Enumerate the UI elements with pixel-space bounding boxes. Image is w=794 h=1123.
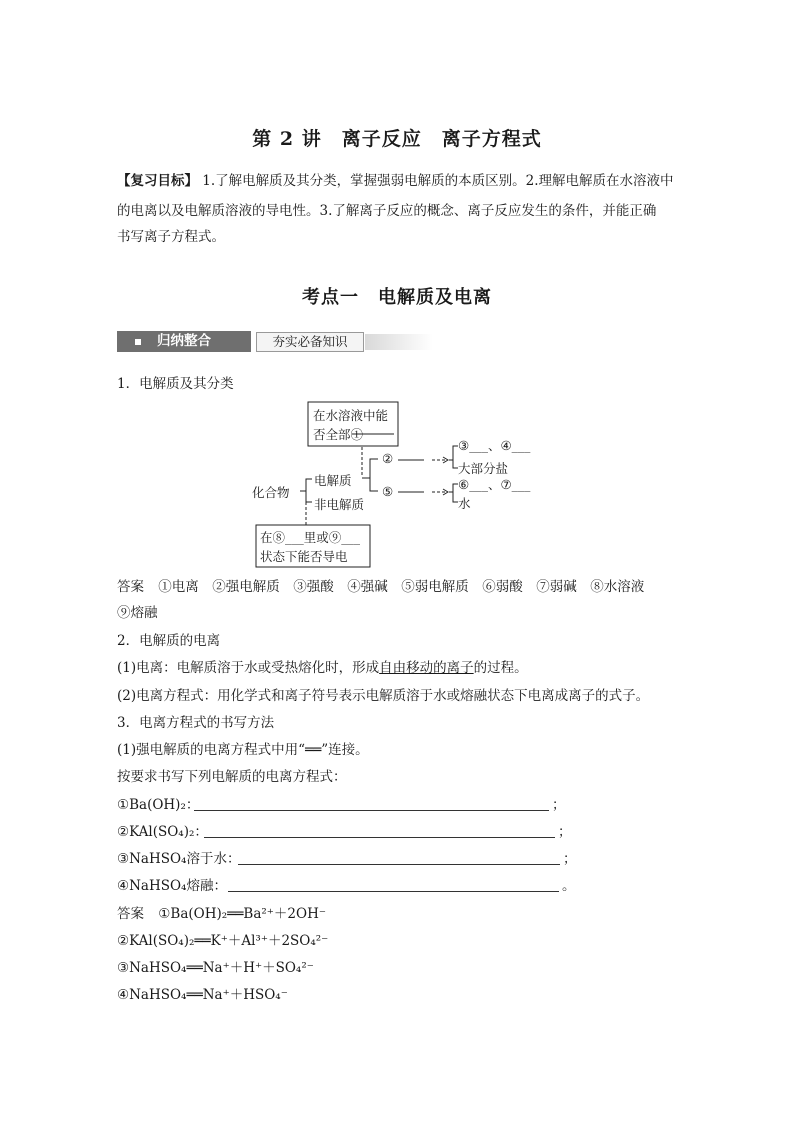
answer-blank-2[interactable] [204,837,555,838]
item1-answer-line-1 [117,578,644,596]
compound-label: 化合物 [252,485,290,500]
question-4-end: 。 [562,878,576,894]
question-4: ④NaHSO₄熔融： [117,878,227,894]
item1-answer-line-2: ⑨熔融 [117,605,158,621]
review-line-3: 书写离子方程式。 [117,229,225,245]
answer-blank-4[interactable] [228,891,559,892]
banner-dark-label: 归纳整合 [157,333,211,349]
non-electrolyte-label: 非电解质 [314,497,365,512]
bottom-box-line-2: 状态下能否导电 [260,549,348,564]
review-line-2: 的电离以及电解质溶液的导电性。3.了解离子反应的概念、离子反应发生的条件，并能正确 [117,203,657,219]
banner-fade [365,334,433,350]
strong-types-line-1: ③___、④___ [458,438,531,453]
compound-bracket [300,479,312,502]
strong-types-line-2: 大部分盐 [458,461,509,476]
weak-types-line-1: ⑥___、⑦___ [458,477,531,492]
item2-p2: (2)电离方程式：用化学式和离子符号表示电解质溶于水或熔融状态下电离成离子的式子。 [117,688,650,704]
top-box-line-2: 否全部① [313,427,364,442]
review-text-1: 1.了解电解质及其分类，掌握强弱电解质的本质区别。2.理解电解质在水溶液中 [202,173,674,189]
answer-label: 答案 [117,579,144,595]
weak-marker: ⑤ [382,484,394,499]
question-2-end: ； [558,824,572,840]
review-tag: 【复习目标】 [117,173,198,189]
question-3: ③NaHSO₄溶于水： [117,851,241,867]
answer-eq-2: ②KAl(SO₄)₂══K⁺＋Al³⁺＋2SO₄²⁻ [117,933,329,949]
page-title: 第 2 讲 离子反应 离子方程式 [252,128,542,150]
item2-p1 [117,659,528,677]
item3-answer-1 [117,905,326,923]
answer-eq-3: ③NaHSO₄══Na⁺＋H⁺＋SO₄²⁻ [117,960,314,976]
answer-eq-4: ④NaHSO₄══Na⁺＋HSO₄⁻ [117,987,288,1003]
section-banner [117,331,433,354]
question-1-end: ； [552,797,566,813]
review-line-1 [117,172,674,190]
banner-light-label: 夯实必备知识 [256,332,364,352]
item2-p1-before: (1)电离：电解质溶于水或受热熔化时，形成 [117,660,380,676]
strong-marker: ② [382,451,394,466]
question-3-end: ； [563,851,577,867]
square-bullet-icon [135,339,141,345]
answer-blank-3[interactable] [238,864,560,865]
electrolyte-label: 电解质 [314,473,352,488]
electrolyte-classification-diagram [250,398,550,570]
item3-p2: 按要求书写下列电解质的电离方程式： [117,769,347,785]
item1-heading: 1．电解质及其分类 [117,376,234,392]
section-title: 考点一 电解质及电离 [302,287,492,308]
answer-blank-1[interactable] [194,810,549,811]
banner-dark [117,331,251,352]
answer-text-1: ①电离 ②强电解质 ③强酸 ④强碱 ⑤弱电解质 ⑥弱酸 ⑦弱碱 ⑧水溶液 [158,579,645,595]
top-box-line-1: 在水溶液中能 [313,408,389,423]
item2-p1-after: 的过程。 [473,660,528,676]
question-1: ①Ba(OH)₂： [117,797,200,813]
question-2: ②KAl(SO₄)₂： [117,824,208,840]
answer-label-2: 答案 [117,906,144,922]
item2-heading: 2．电解质的电离 [117,633,221,649]
bottom-box-line-1: 在⑧___里或⑨___ [260,530,361,545]
answer-eq-1: ①Ba(OH)₂══Ba²⁺＋2OH⁻ [158,906,326,922]
weak-types-line-2: 水 [458,496,471,511]
item3-p1: (1)强电解质的电离方程式中用“══”连接。 [117,742,369,758]
item2-p1-underlined: 自由移动的离子 [379,660,474,676]
electrolyte-bracket [362,459,378,491]
item3-heading: 3．电离方程式的书写方法 [117,715,275,731]
